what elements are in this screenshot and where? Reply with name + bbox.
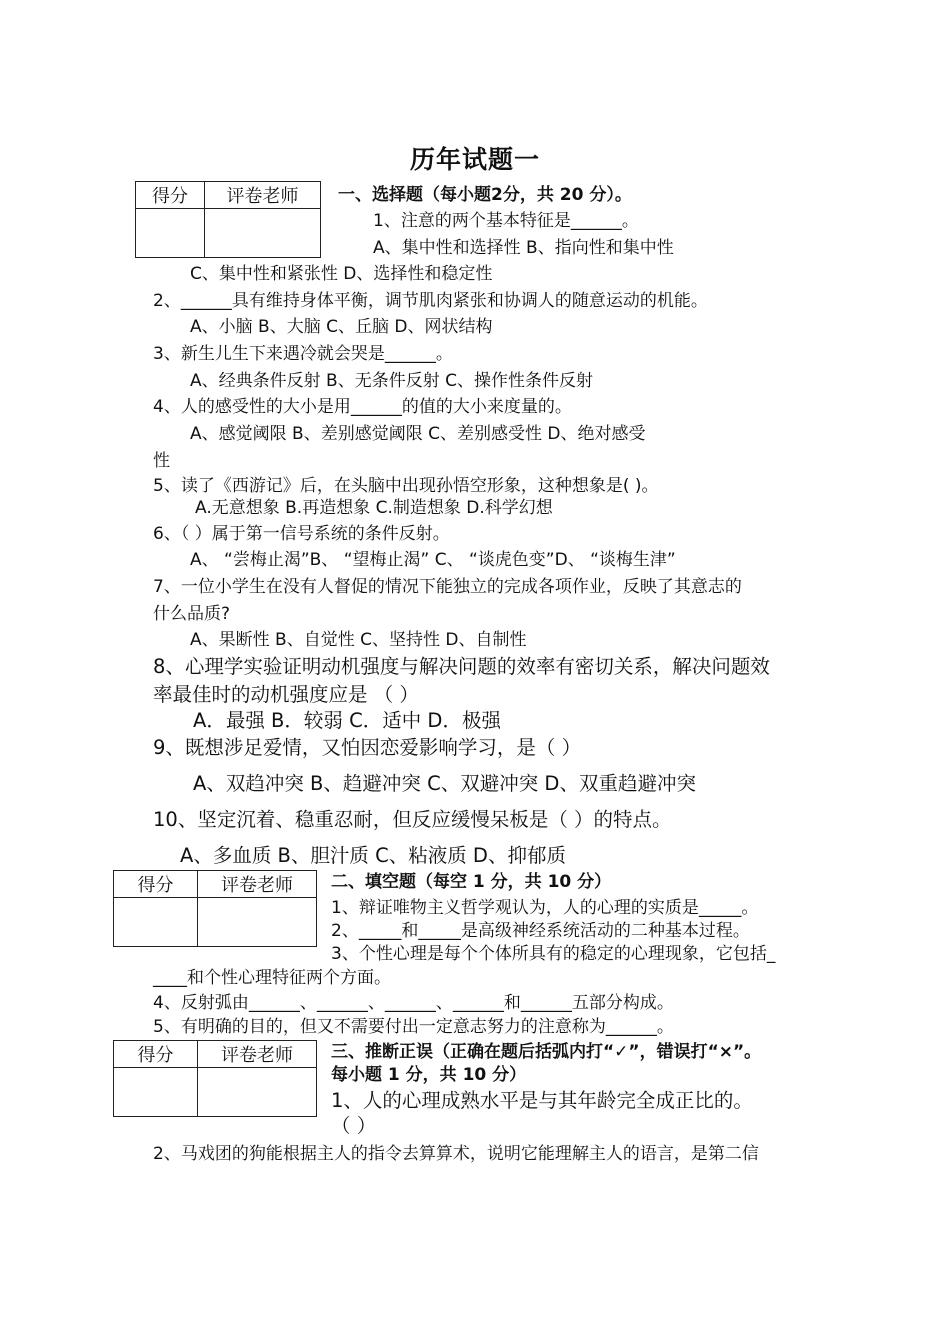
question-6-options: A、 “尝梅止渴”B、 “望梅止渴” C、 “谈虎色变”D、 “谈梅生津” [190, 550, 676, 570]
question-1-options-cd: C、集中性和紧张性 D、选择性和稳定性 [190, 264, 493, 284]
score-label: 得分 [136, 182, 205, 209]
question-4-continued: 性 [153, 451, 170, 471]
fill-question-2: 2、_____和_____是高级神经系统活动的二种基本过程。 [331, 921, 750, 941]
question-2: 2、______具有维持身体平衡，调节肌肉紧张和协调人的随意运动的机能。 [153, 291, 708, 311]
question-10-options: A、多血质 B、胆汁质 C、粘液质 D、抑郁质 [180, 844, 566, 867]
grader-label: 评卷老师 [198, 871, 317, 898]
question-4-options: A、感觉阈限 B、差别感觉阈限 C、差别感受性 D、绝对感受 [190, 424, 646, 444]
question-7-options: A、果断性 B、自觉性 C、坚持性 D、自制性 [190, 630, 527, 650]
question-9: 9、既想涉足爱情，又怕因恋爱影响学习，是（ ） [153, 736, 582, 759]
grader-cell [198, 1068, 317, 1117]
question-10: 10、坚定沉着、稳重忍耐，但反应缓慢呆板是（ ）的特点。 [153, 808, 672, 831]
question-5-options: A.无意想象 B.再造想象 C.制造想象 D.科学幻想 [195, 498, 553, 518]
judge-question-1-paren: （ ） [331, 1114, 377, 1137]
section3-header: 三、推断正误（正确在题后括弧内打“✓”，错误打“×”。 [331, 1042, 762, 1062]
question-9-options: A、双趋冲突 B、趋避冲突 C、双避冲突 D、双重趋避冲突 [193, 772, 696, 795]
grader-cell [205, 209, 321, 258]
grader-label: 评卷老师 [205, 182, 321, 209]
section2-header: 二、填空题（每空 1 分，共 10 分） [331, 872, 612, 892]
question-3-options: A、经典条件反射 B、无条件反射 C、操作性条件反射 [190, 371, 593, 391]
section1-header: 一、选择题（每小题2分，共 20 分）。 [338, 185, 632, 205]
question-8-continued: 率最佳时的动机强度应是 （ ） [153, 683, 419, 706]
question-7: 7、一位小学生在没有人督促的情况下能独立的完成各项作业，反映了其意志的 [153, 577, 742, 597]
question-8-options: A．最强 B．较弱 C．适中 D．极强 [193, 709, 501, 732]
score-box-2 [113, 870, 317, 947]
question-3: 3、新生儿生下来遇冷就会哭是______。 [153, 344, 453, 364]
score-label: 得分 [114, 1041, 198, 1068]
fill-question-4: 4、反射弧由______、______、______、______和______五部分构成。 [153, 993, 674, 1013]
question-8: 8、心理学实验证明动机强度与解决问题的效率有密切关系，解决问题效 [153, 655, 770, 678]
question-7-continued: 什么品质? [153, 604, 231, 624]
score-box-1 [135, 181, 321, 258]
question-2-options: A、小脑 B、大脑 C、丘脑 D、网状结构 [190, 317, 493, 337]
question-1: 1、注意的两个基本特征是______。 [373, 211, 639, 231]
score-cell [114, 1068, 198, 1117]
grader-label: 评卷老师 [198, 1041, 317, 1068]
fill-question-3: 3、个性心理是每个个体所具有的稳定的心理现象，它包括_ [331, 944, 776, 964]
page-title: 历年试题一 [409, 145, 540, 174]
judge-question-1: 1、人的心理成熟水平是与其年龄完全成正比的。 [331, 1089, 753, 1112]
question-5: 5、读了《西游记》后，在头脑中出现孙悟空形象，这种想象是( )。 [153, 476, 659, 496]
score-cell [114, 898, 198, 947]
question-4: 4、人的感受性的大小是用______的值的大小来度量的。 [153, 397, 572, 417]
question-6: 6、（ ）属于第一信号系统的条件反射。 [153, 524, 450, 544]
score-label: 得分 [114, 871, 198, 898]
grader-cell [198, 898, 317, 947]
fill-question-3-continued: ____和个性心理特征两个方面。 [153, 968, 391, 988]
question-1-options-ab: A、集中性和选择性 B、指向性和集中性 [373, 238, 674, 258]
fill-question-5: 5、有明确的目的，但又不需要付出一定意志努力的注意称为______。 [153, 1017, 674, 1037]
judge-question-2: 2、马戏团的狗能根据主人的指令去算算术，说明它能理解主人的语言，是第二信 [153, 1144, 759, 1164]
score-cell [136, 209, 205, 258]
fill-question-1: 1、辩证唯物主义哲学观认为，人的心理的实质是_____。 [331, 898, 759, 918]
score-box-3 [113, 1040, 317, 1117]
section3-header-continued: 每小题 1 分，共 10 分） [331, 1065, 527, 1085]
